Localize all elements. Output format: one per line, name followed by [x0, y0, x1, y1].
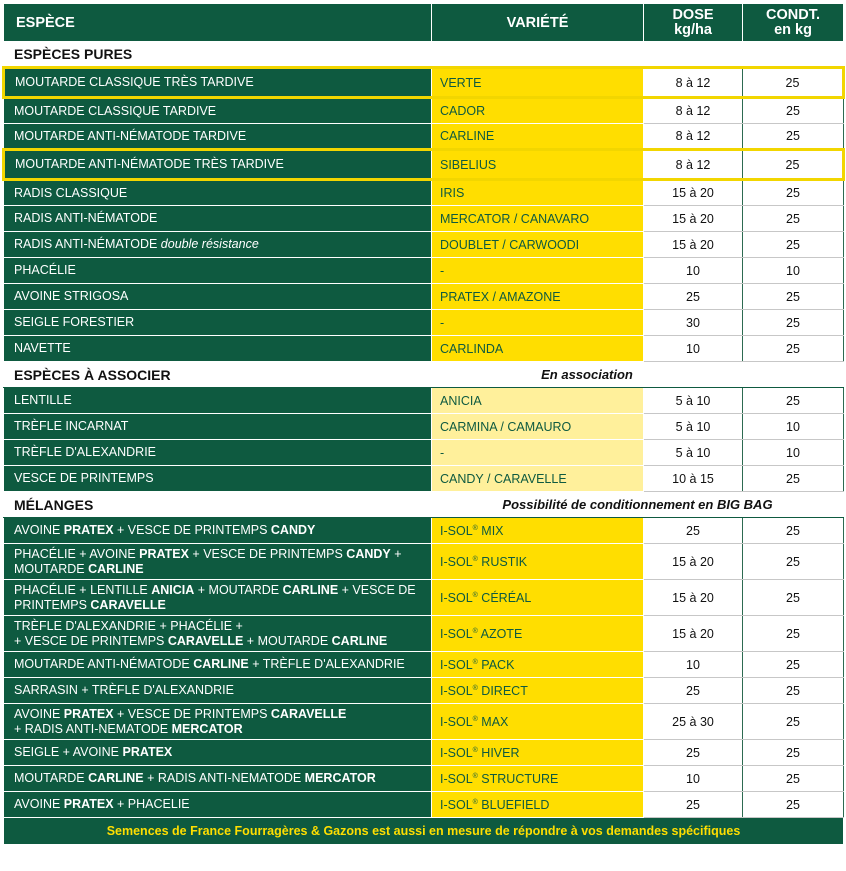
table-row	[4, 258, 844, 284]
variety-cell: CARLINE	[432, 124, 644, 150]
table-row	[4, 518, 844, 544]
dose-cell: 15 à 20	[644, 580, 743, 616]
product-name: PACK	[477, 657, 515, 672]
conditioning-cell: 25	[743, 124, 844, 150]
registered-mark: ®	[472, 746, 478, 754]
species-name: MOUTARDE CLASSIQUE TARDIVE	[14, 103, 217, 118]
brand-name: I-SOL	[440, 657, 473, 672]
table-row	[4, 98, 844, 124]
section-title-associer: ESPÈCES À ASSOCIER	[4, 362, 432, 388]
header-variety: VARIÉTÉ	[432, 4, 644, 42]
conditioning-cell: 25	[743, 544, 844, 580]
registered-mark: ®	[472, 715, 478, 723]
product-name: MAX	[477, 714, 509, 729]
dose-cell: 30	[644, 310, 743, 336]
species-cell	[4, 98, 432, 124]
product-cell	[432, 740, 644, 766]
variety-name: CARAVELLE	[270, 706, 347, 721]
section-spacer-associer	[743, 362, 844, 388]
product-cell	[432, 518, 644, 544]
composition-text: + VESCE DE PRINTEMPS	[188, 546, 347, 561]
conditioning-cell: 25	[743, 466, 844, 492]
product-name: AZOTE	[477, 626, 523, 641]
section-header-associer	[4, 362, 844, 388]
table-header-row	[4, 4, 844, 42]
table-row	[4, 388, 844, 414]
mix-composition-cell	[4, 766, 432, 792]
variety-name: CARAVELLE	[90, 597, 166, 612]
registered-mark: ®	[472, 684, 478, 692]
variety-cell: -	[432, 440, 644, 466]
variety-cell: CARMINA / CAMAURO	[432, 414, 644, 440]
product-cell	[432, 652, 644, 678]
variety-cell: MERCATOR / CANAVARO	[432, 206, 644, 232]
dose-cell: 15 à 20	[644, 232, 743, 258]
species-name: MOUTARDE ANTI-NÉMATODE TARDIVE	[14, 128, 247, 143]
section-header-melanges	[4, 492, 844, 518]
table-row	[4, 544, 844, 580]
seed-table-sheet	[2, 3, 842, 845]
variety-name: CARAVELLE	[167, 633, 244, 648]
table-row	[4, 180, 844, 206]
variety-name: CARLINE	[193, 657, 249, 671]
variety-name: MERCATOR	[304, 771, 376, 785]
dose-cell: 15 à 20	[644, 180, 743, 206]
conditioning-cell: 25	[743, 180, 844, 206]
conditioning-cell: 25	[743, 388, 844, 414]
product-name: DIRECT	[477, 683, 528, 698]
mix-composition-cell	[4, 518, 432, 544]
table-row	[4, 124, 844, 150]
species-cell	[4, 180, 432, 206]
species-cell	[4, 388, 432, 414]
species-name: MOUTARDE CLASSIQUE TRÈS TARDIVE	[15, 75, 254, 89]
product-cell	[432, 580, 644, 616]
composition-text: AVOINE	[14, 706, 64, 721]
composition-text: + VESCE DE PRINTEMPS	[113, 523, 271, 537]
product-cell	[432, 544, 644, 580]
conditioning-cell: 25	[743, 336, 844, 362]
species-name: LENTILLE	[14, 393, 72, 407]
mix-composition-cell	[4, 792, 432, 818]
registered-mark: ®	[472, 798, 478, 806]
composition-text: + VESCE DE PRINTEMPS	[14, 633, 168, 648]
variety-cell: CANDY / CARAVELLE	[432, 466, 644, 492]
species-cell	[4, 440, 432, 466]
dose-cell: 10	[644, 258, 743, 284]
composition-text: + MOUTARDE	[243, 633, 332, 648]
conditioning-cell: 25	[743, 678, 844, 704]
dose-cell: 15 à 20	[644, 206, 743, 232]
species-cell	[4, 258, 432, 284]
composition-text: +	[390, 546, 402, 561]
table-row	[4, 792, 844, 818]
table-row	[4, 310, 844, 336]
species-name: TRÈFLE INCARNAT	[14, 419, 129, 433]
section-note-associer: En association	[432, 362, 743, 388]
conditioning-cell: 10	[743, 440, 844, 466]
dose-cell: 10 à 15	[644, 466, 743, 492]
species-name: MOUTARDE ANTI-NÉMATODE TRÈS TARDIVE	[15, 157, 284, 171]
conditioning-cell: 25	[743, 284, 844, 310]
conditioning-cell: 25	[743, 98, 844, 124]
table-row	[4, 440, 844, 466]
brand-name: I-SOL	[440, 797, 473, 812]
registered-mark: ®	[472, 627, 478, 635]
composition-text: SEIGLE + AVOINE	[14, 745, 123, 759]
dose-cell: 8 à 12	[644, 68, 743, 98]
brand-name: I-SOL	[440, 771, 473, 786]
table-body-associer	[4, 362, 844, 492]
table-row	[4, 466, 844, 492]
registered-mark: ®	[472, 658, 478, 666]
species-name: RADIS ANTI-NÉMATODE	[14, 237, 158, 251]
variety-name: PRATEX	[63, 797, 114, 811]
species-name: TRÈFLE D'ALEXANDRIE	[14, 445, 157, 459]
header-dose-line1: DOSE	[672, 6, 714, 23]
species-name: PHACÉLIE	[14, 263, 76, 277]
composition-text: PHACÉLIE + AVOINE	[14, 546, 140, 561]
conditioning-cell: 25	[743, 580, 844, 616]
species-name: NAVETTE	[14, 341, 71, 355]
variety-cell: IRIS	[432, 180, 644, 206]
species-cell	[4, 150, 432, 180]
table-body	[4, 42, 844, 362]
composition-text: AVOINE	[14, 797, 64, 811]
section-header-pures	[4, 42, 844, 68]
dose-cell: 25	[644, 740, 743, 766]
species-name: AVOINE STRIGOSA	[14, 289, 129, 303]
species-cell	[4, 336, 432, 362]
table-body-melanges	[4, 492, 844, 818]
dose-cell: 25	[644, 284, 743, 310]
section-title-melanges: MÉLANGES	[4, 492, 432, 518]
conditioning-cell: 25	[743, 68, 844, 98]
dose-cell: 5 à 10	[644, 440, 743, 466]
footer-note: Semences de France Fourragères & Gazons est aussi en mesure de répondre à vos demandes spécifiques	[4, 818, 844, 845]
product-name: BLUEFIELD	[477, 797, 550, 812]
registered-mark: ®	[472, 591, 478, 599]
brand-name: I-SOL	[440, 523, 473, 538]
variety-cell: CARLINDA	[432, 336, 644, 362]
conditioning-cell: 25	[743, 310, 844, 336]
table-row	[4, 414, 844, 440]
composition-text: MOUTARDE	[14, 561, 89, 576]
variety-cell: PRATEX / AMAZONE	[432, 284, 644, 310]
header-species: ESPÈCE	[4, 4, 432, 42]
variety-name: PRATEX	[63, 706, 114, 721]
variety-cell: -	[432, 310, 644, 336]
variety-cell: CADOR	[432, 98, 644, 124]
composition-text: + MOUTARDE	[194, 582, 283, 597]
mix-composition-cell	[4, 616, 432, 652]
mix-composition-cell	[4, 652, 432, 678]
variety-name: CANDY	[270, 523, 316, 537]
conditioning-cell: 10	[743, 258, 844, 284]
composition-text: PHACÉLIE + LENTILLE	[14, 582, 152, 597]
product-name: RUSTIK	[477, 554, 528, 569]
table-row	[4, 704, 844, 740]
species-name: RADIS CLASSIQUE	[14, 185, 128, 200]
registered-mark: ®	[472, 772, 478, 780]
composition-text: MOUTARDE ANTI-NÉMATODE	[14, 657, 194, 671]
species-cell	[4, 68, 432, 98]
table-row	[4, 580, 844, 616]
dose-cell: 10	[644, 336, 743, 362]
variety-cell: ANICIA	[432, 388, 644, 414]
dose-cell: 8 à 12	[644, 124, 743, 150]
table-row	[4, 678, 844, 704]
composition-text: AVOINE	[14, 523, 64, 537]
conditioning-cell: 25	[743, 740, 844, 766]
section-note-melanges: Possibilité de conditionnement en BIG BAG	[432, 492, 844, 518]
product-cell	[432, 678, 644, 704]
variety-name: PRATEX	[122, 745, 173, 759]
brand-name: I-SOL	[440, 745, 473, 760]
species-cell	[4, 124, 432, 150]
dose-cell: 10	[644, 766, 743, 792]
table-row	[4, 284, 844, 310]
species-cell	[4, 466, 432, 492]
species-cell	[4, 206, 432, 232]
dose-cell: 25 à 30	[644, 704, 743, 740]
mix-composition-cell	[4, 704, 432, 740]
dose-cell: 25	[644, 792, 743, 818]
variety-name: CANDY	[346, 546, 391, 561]
species-cell	[4, 284, 432, 310]
dose-cell: 8 à 12	[644, 98, 743, 124]
composition-text: TRÈFLE D'ALEXANDRIE + PHACÉLIE +	[14, 618, 243, 633]
product-name: HIVER	[477, 745, 520, 760]
brand-name: I-SOL	[440, 683, 473, 698]
table-row	[4, 336, 844, 362]
composition-text: + PHACELIE	[113, 797, 190, 811]
species-qualifier: double résistance	[160, 237, 259, 251]
brand-name: I-SOL	[440, 554, 473, 569]
header-dose	[644, 4, 743, 42]
conditioning-cell: 25	[743, 206, 844, 232]
dose-cell: 5 à 10	[644, 414, 743, 440]
variety-cell: VERTE	[432, 68, 644, 98]
product-cell	[432, 792, 644, 818]
header-dose-line2: kg/ha	[674, 21, 712, 38]
conditioning-cell: 10	[743, 414, 844, 440]
header-cond-line2: en kg	[774, 21, 812, 38]
brand-name: I-SOL	[440, 714, 473, 729]
table-row	[4, 232, 844, 258]
dose-cell: 8 à 12	[644, 150, 743, 180]
conditioning-cell: 25	[743, 652, 844, 678]
header-conditioning	[743, 4, 844, 42]
registered-mark: ®	[472, 555, 478, 563]
dose-cell: 15 à 20	[644, 616, 743, 652]
conditioning-cell: 25	[743, 150, 844, 180]
conditioning-cell: 25	[743, 518, 844, 544]
mix-composition-cell	[4, 678, 432, 704]
table-footer-row	[4, 818, 844, 845]
composition-text: + RADIS ANTI-NEMATODE	[143, 771, 305, 785]
variety-cell: DOUBLET / CARWOODI	[432, 232, 644, 258]
table-row	[4, 206, 844, 232]
species-name: SEIGLE FORESTIER	[14, 315, 135, 329]
composition-text: MOUTARDE	[14, 771, 89, 785]
dose-cell: 10	[644, 652, 743, 678]
conditioning-cell: 25	[743, 766, 844, 792]
variety-name: CARLINE	[88, 561, 144, 576]
product-cell	[432, 616, 644, 652]
table-row	[4, 766, 844, 792]
conditioning-cell: 25	[743, 704, 844, 740]
variety-name: CARLINE	[282, 582, 339, 597]
table-row	[4, 652, 844, 678]
variety-name: CARLINE	[88, 771, 144, 785]
section-title-pures: ESPÈCES PURES	[4, 42, 432, 68]
species-cell	[4, 232, 432, 258]
species-name: RADIS ANTI-NÉMATODE	[14, 211, 158, 225]
variety-name: ANICIA	[151, 582, 195, 597]
mix-composition-cell	[4, 580, 432, 616]
composition-text: + VESCE DE	[338, 582, 416, 597]
table-row	[4, 740, 844, 766]
product-cell	[432, 766, 644, 792]
dose-cell: 5 à 10	[644, 388, 743, 414]
section-note-pures	[432, 42, 844, 68]
mix-composition-cell	[4, 740, 432, 766]
dose-cell: 15 à 20	[644, 544, 743, 580]
product-cell	[432, 704, 644, 740]
species-name: VESCE DE PRINTEMPS	[14, 471, 154, 485]
conditioning-cell: 25	[743, 792, 844, 818]
composition-text: + VESCE DE PRINTEMPS	[113, 706, 271, 721]
species-cell	[4, 414, 432, 440]
composition-text: + RADIS ANTI-NEMATODE	[14, 721, 172, 736]
conditioning-cell: 25	[743, 232, 844, 258]
variety-name: CARLINE	[331, 633, 388, 648]
seed-table	[2, 3, 845, 845]
brand-name: I-SOL	[440, 626, 473, 641]
product-name: MIX	[477, 523, 504, 538]
composition-text: + TRÈFLE D'ALEXANDRIE	[248, 657, 405, 671]
mix-composition-cell	[4, 544, 432, 580]
variety-name: MERCATOR	[171, 721, 243, 736]
conditioning-cell: 25	[743, 616, 844, 652]
variety-cell: -	[432, 258, 644, 284]
table-row	[4, 68, 844, 98]
brand-name: I-SOL	[440, 590, 473, 605]
composition-text: SARRASIN + TRÈFLE D'ALEXANDRIE	[14, 683, 234, 697]
registered-mark: ®	[472, 524, 478, 532]
dose-cell: 25	[644, 678, 743, 704]
table-row	[4, 616, 844, 652]
dose-cell: 25	[644, 518, 743, 544]
table-row	[4, 150, 844, 180]
variety-cell: SIBELIUS	[432, 150, 644, 180]
product-name: CÉRÉAL	[477, 590, 532, 605]
variety-name: PRATEX	[139, 546, 189, 561]
variety-name: PRATEX	[63, 523, 114, 537]
header-cond-line1: CONDT.	[766, 6, 820, 23]
composition-text: PRINTEMPS	[14, 597, 91, 612]
species-cell	[4, 310, 432, 336]
product-name: STRUCTURE	[477, 771, 559, 786]
